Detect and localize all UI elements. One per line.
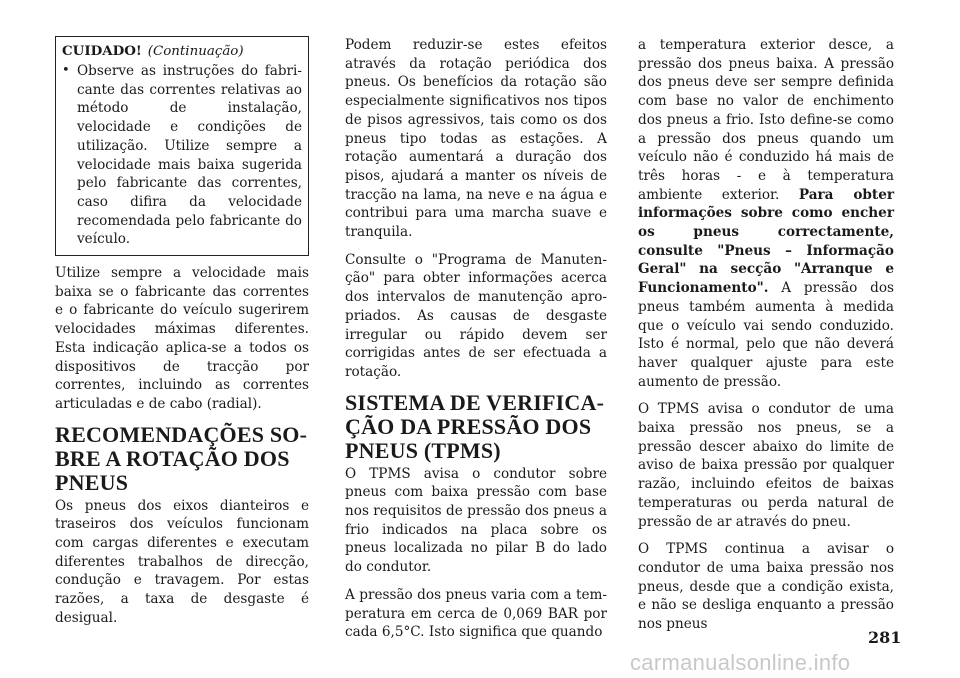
section-heading-tire-rotation: RECOMENDAÇÕES SOBRE A ROTAÇÃO DOS PNEUS xyxy=(55,421,307,495)
page-number: 281 xyxy=(868,628,902,647)
watermark-logo: carmanualsonline.info xyxy=(630,650,851,675)
caution-box xyxy=(55,36,309,256)
caution-header xyxy=(62,42,302,61)
bold-reference-text: Para obter informações sobre como encher os pneus correctamente, consulte "Pneus – Informação Geral" na secção "Arranque e Funcionamento". xyxy=(638,186,895,297)
paragraph: Consulte o "Programa de Manutenção" para obter informações acerca dos intervalos de manutenção apropriados. As causas de desgaste irregular ou rápido devem ser corrigidas antes de ser efectuada a rotação. xyxy=(345,251,607,380)
paragraph: O TPMS avisa o condutor de uma baixa pressão nos pneus, se a pressão descer abaixo do limite de aviso de baixa pressão por qualquer razão, incluindo efeitos de baixas temperaturas ou perda natural de pressão de ar através do pneu. xyxy=(638,401,894,530)
section-heading-tpms: SISTEMA DE VERIFICAÇÃO DA PRESSÃO DOS PNEUS (TPMS) xyxy=(345,389,604,463)
paragraph: Podem reduzir-se estes efeitos através da rotação periódica dos pneus. Os benefícios da rotação são especialmente significativos nos tipos de pisos agressivos, tais como os dos pneus tipo todas as estações. A rotação aumentará a duração dos pisos, ajudará a manter os níveis de tracção na lama, na neve e na água e contribui para uma marcha suave e tranquila. xyxy=(345,37,607,241)
column-3 xyxy=(638,36,894,643)
caution-title: CUIDADO! xyxy=(62,43,142,59)
paragraph: Utilize sempre a velocidade mais baixa se o fabricante das correntes e o fabricante do veículo sugerirem velocidades máximas diferentes. Esta indicação aplica-se a todos os dispositivos de tracção por correntes, incluindo as correntes articuladas e de cabo (radial). xyxy=(55,265,309,412)
caution-bullet-text: Observe as instruções do fabricante das correntes relativas ao método de instalação, velocidade e condições de utilização. Utilize sempre a velocidade mais baixa sugerida pelo fabricante das correntes, caso difira da velocidade recomendada pelo fabricante do veículo. xyxy=(77,63,302,248)
bullet-icon: • xyxy=(62,63,70,78)
paragraph: A pressão dos pneus varia com a temperatura em cerca de 0,069 BAR por cada 6,5°C. Isto significa que quando xyxy=(345,586,607,641)
paragraph: O TPMS continua a avisar o condutor de uma baixa pressão nos pneus, desde que a condição exista, e não se desliga enquanto a pressão nos pneus xyxy=(638,541,894,633)
column-1 xyxy=(55,36,309,637)
caution-subtitle: (Continuação) xyxy=(147,44,244,59)
paragraph: Os pneus dos eixos dianteiros e traseiros dos veículos funcionam com cargas diferentes e executam diferentes trabalhos de direcção, condução e travagem. Por estas razões, a taxa de desgaste é desigual. xyxy=(55,497,309,626)
paragraph-text: A pressão dos pneus também aumenta à medida que o veículo vai sendo conduzido. Isto é normal, pelo que não deverá haver qualquer ajuste para este aumento de pressão. xyxy=(638,280,894,390)
paragraph: O TPMS avisa o condutor sobre pneus com baixa pressão com base nos requisitos de pressão dos pneus a frio indicados na placa sobre os pneus localizada no pilar B do lado do condutor. xyxy=(345,465,607,576)
paragraph xyxy=(638,36,894,391)
paragraph-text: a temperatura exterior desce, a pressão dos pneus baixa. A pressão dos pneus deve ser sempre definida com base no valor de enchimento dos pneus a frio. Isto define-se como a pressão dos pneus quando um veículo não é conduzido há mais de três horas - e à temperatura ambiente exterior. xyxy=(638,37,894,203)
caution-bullet-item xyxy=(62,62,302,249)
column-2 xyxy=(345,36,607,651)
